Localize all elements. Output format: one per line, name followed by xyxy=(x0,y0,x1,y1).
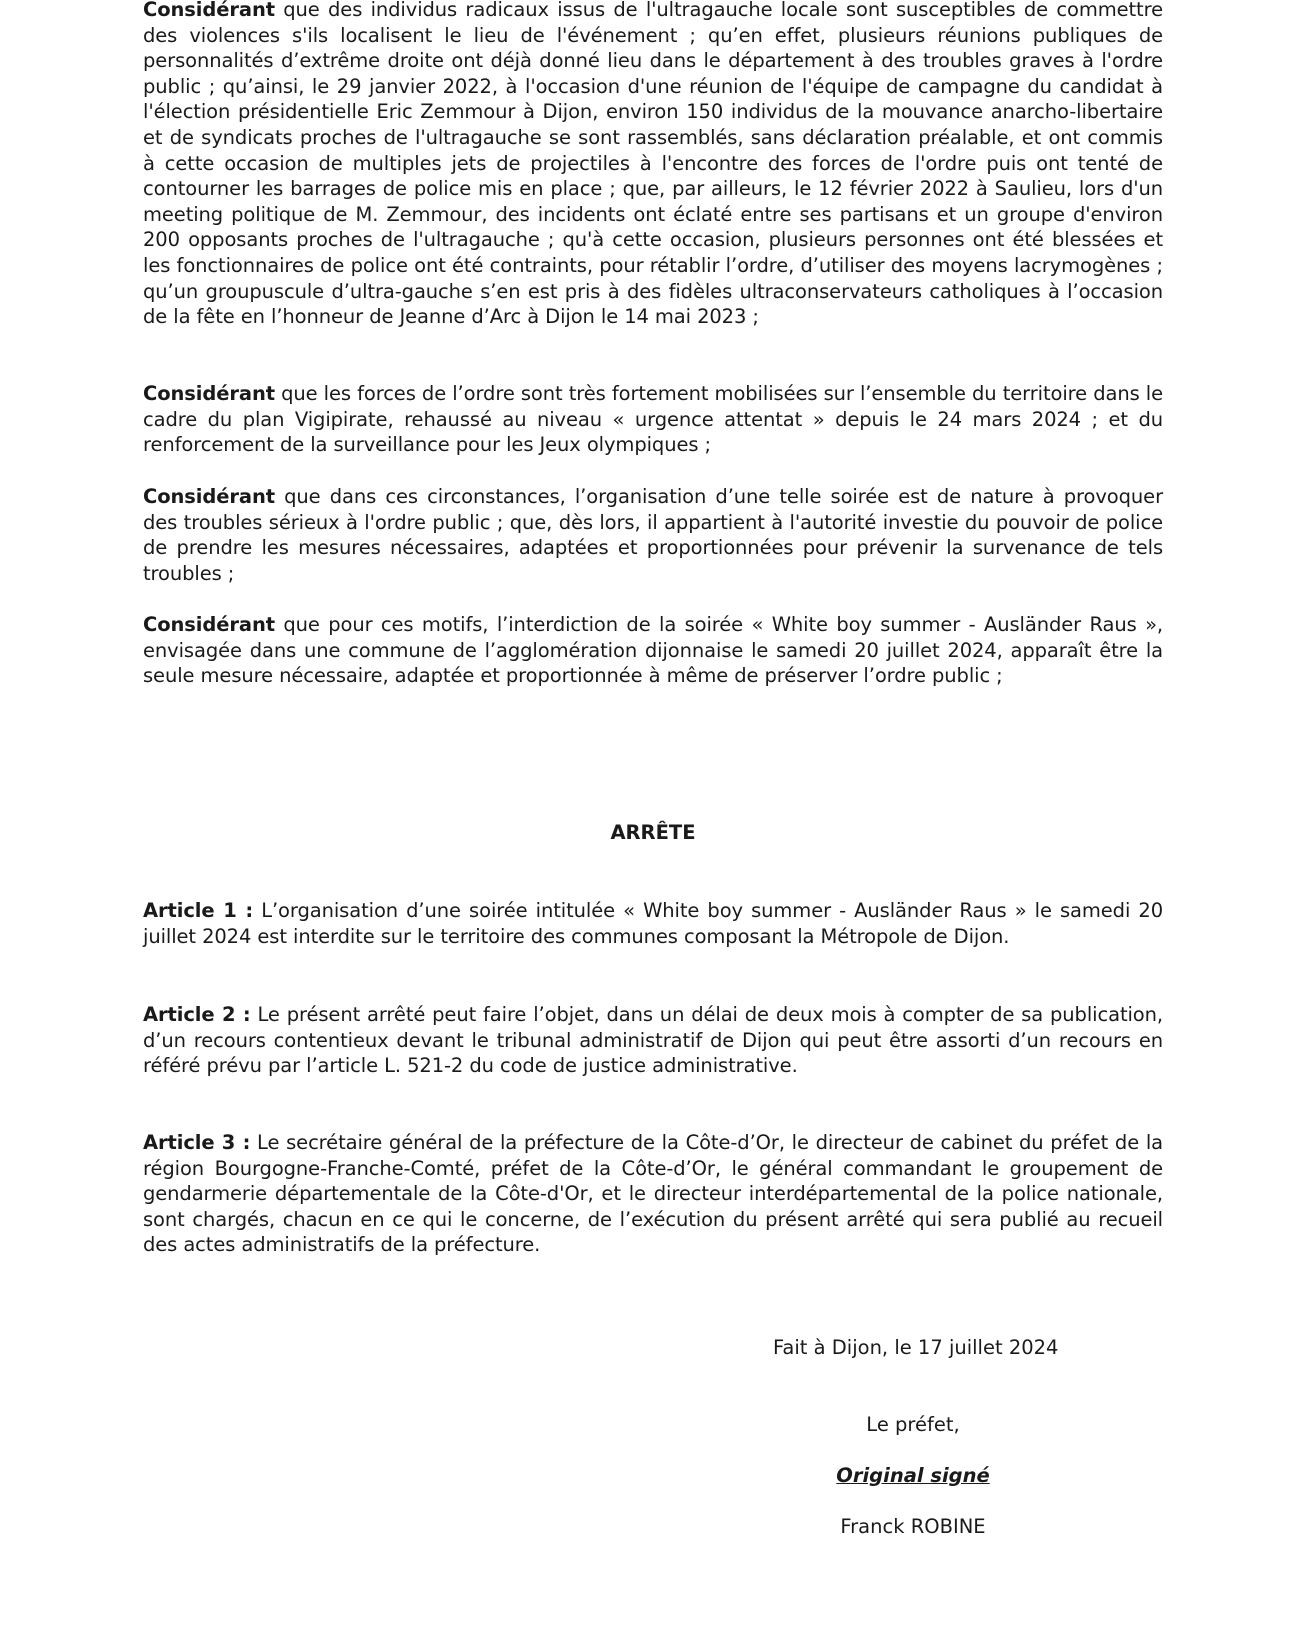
considerant-paragraph-1 xyxy=(143,0,1163,330)
article-2 xyxy=(143,1002,1163,1079)
considerant-lead: Considérant xyxy=(143,0,275,21)
considerant-lead: Considérant xyxy=(143,382,275,405)
signature-role: Le préfet, xyxy=(866,1413,960,1436)
considerant-text: que des individus radicaux issus de l'ultragauche locale sont susceptibles de commettre des violences s'ils localisent le lieu de l'événement ; qu’en effet, plusieurs réunions publiques de personnalités d’extrême droite ont déjà donné lieu dans le département à des troubles graves à l'ordre public ; qu’ainsi, le 29 janvier 2022, à l'occasion d'une réunion de l'équipe de campagne du candidat à l'élection présidentielle Eric Zemmour à Dijon, environ 150 individus de la mouvance anarcho-libertaire et de syndicats proches de l'ultragauche se sont rassemblés, sans déclaration préalable, et ont commis à cette occasion de multiples jets de projectiles à l'encontre des forces de l'ordre puis ont tenté de contourner les barrages de police mis en place ; que, par ailleurs, le 12 février 2022 à Saulieu, lors d'un meeting politique de M. Zemmour, des incidents ont éclaté entre ses partisans et un groupe d'environ 200 opposants proches de l'ultragauche ; qu'à cette occasion, plusieurs personnes ont été blessées et les fonctionnaires de police ont été contraints, pour rétablir l’ordre, d’utiliser des moyens lacrymogènes ; qu’un groupuscule d’ultra-gauche s’en est pris à des fidèles ultraconservateurs catholiques à l’occasion de la fête en l’honneur de Jeanne d’Arc à Dijon le 14 mai 2023 ; xyxy=(143,0,1163,329)
signature-place-date: Fait à Dijon, le 17 juillet 2024 xyxy=(773,1336,1059,1359)
article-text: L’organisation d’une soirée intitulée « White boy summer - Ausländer Raus » le samedi 20 juillet 2024 est interdite sur le territoire des communes composant la Métropole de Dijon. xyxy=(143,899,1164,948)
signatory-name: Franck ROBINE xyxy=(840,1515,986,1538)
considerant-paragraph-3 xyxy=(143,484,1163,586)
signature-original-signed: Original signé xyxy=(836,1464,990,1487)
article-text: Le secrétaire général de la préfecture de la Côte-d’Or, le directeur de cabinet du préfet de la région Bourgogne-Franche-Comté, préfet de la Côte-d’Or, le général commandant le groupement de gendarmerie départementale de la Côte-d'Or, et le directeur interdépartemental de la police nationale, sont chargés, chacun en ce qui le concerne, de l’exécution du présent arrêté qui sera publié au recueil des actes administratifs de la préfecture. xyxy=(143,1131,1163,1257)
article-lead: Article 3 : xyxy=(143,1131,251,1154)
decision-title: ARRÊTE xyxy=(610,821,696,844)
considerant-lead: Considérant xyxy=(143,613,275,636)
considerant-paragraph-4 xyxy=(143,612,1163,689)
considerant-lead: Considérant xyxy=(143,485,275,508)
article-1 xyxy=(143,898,1163,949)
considerant-paragraph-2 xyxy=(143,381,1163,458)
considerant-text: que pour ces motifs, l’interdiction de la soirée « White boy summer - Ausländer Raus », envisagée dans une commune de l’agglomération dijonnaise le samedi 20 juillet 2024, apparaît être la seule mesure nécessaire, adaptée et proportionnée à même de préserver l’ordre public ; xyxy=(143,613,1163,688)
article-lead: Article 1 : xyxy=(143,899,254,922)
considerant-text: que dans ces circonstances, l’organisation d’une telle soirée est de nature à provoquer des troubles sérieux à l'ordre public ; que, dès lors, il appartient à l'autorité investie du pouvoir de police de prendre les mesures nécessaires, adaptées et proportionnées pour prévenir la survenance de tels troubles ; xyxy=(143,485,1163,585)
considerant-text: que les forces de l’ordre sont très fortement mobilisées sur l’ensemble du territoire dans le cadre du plan Vigipirate, rehaussé au niveau « urgence attentat » depuis le 24 mars 2024 ; et du renforcement de la surveillance pour les Jeux olympiques ; xyxy=(143,382,1163,457)
article-3 xyxy=(143,1130,1163,1258)
article-text: Le présent arrêté peut faire l’objet, dans un délai de deux mois à compter de sa publication, d’un recours contentieux devant le tribunal administratif de Dijon qui peut être assorti d’un recours en référé prévu par l’article L. 521-2 du code de justice administrative. xyxy=(143,1003,1163,1078)
article-lead: Article 2 : xyxy=(143,1003,251,1026)
